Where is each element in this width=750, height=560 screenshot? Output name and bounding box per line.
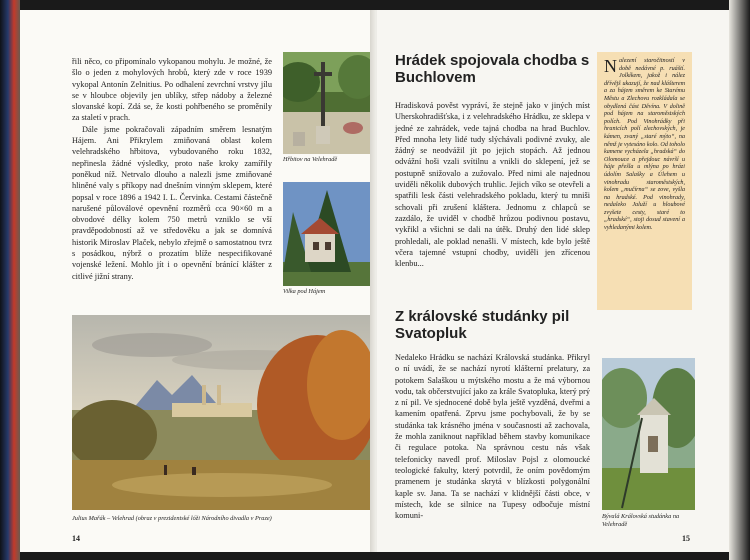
cemetery-caption: Hřbitov na Velehradě bbox=[283, 156, 338, 163]
page-number-left: 14 bbox=[72, 534, 80, 543]
section-studanka-text bbox=[395, 352, 590, 521]
book-edge-left bbox=[0, 0, 20, 560]
painting-caption: Julius Mařák – Velehrad (obraz v prezidentské lóži Národního divadla v Praze) bbox=[72, 515, 272, 522]
villa-caption: Vilka pod Hájem bbox=[283, 288, 326, 295]
right-page bbox=[377, 10, 729, 552]
sidebar-text: alezení staročitností v době nedávné p. ruáští. Jolkíkem, jakož i nález dřívějš ukazují, že nad klášterem a za hájem směrem ke Starému Městu a Zlechovu rozkládala se obydlená část Děvína. V dolině pod hájem na staroměstských polích. Pod Vinohrádky při hranicích polí zlechovských, je kámen, zvaný „staré mýto“, na němž je vytesáno kolo. Od toholo kamene vycházela „hradská“ do Olomouce a přejdouc návrší u háje přešla u mlýna po hrázi údolím Salašky a Úlehem u vinohradu staroměstských, kolem „mučírna“ se zove, vyšla na hradské. Pod vinohrady, nedaleko Jaluží u hloubové zvyšete cesty, staré to „hradské“, stoji dosud stavení a vyhledanými kolem. bbox=[604, 58, 685, 232]
section-hradek-text bbox=[395, 100, 590, 269]
book-edge-right bbox=[729, 0, 750, 560]
left-body-text bbox=[72, 56, 272, 282]
left-paragraph-1: řili něco, co připomínalo vykopanou mohylu. Je možné, že šlo o jeden z mohylových hrobů, který zde v roce 1939 vykopal Antonín Zelnitius. Po odhalení zevrchní vrstvy jílu se v hloubce objevily jen ublíky, střep nádoby a železné slovanské kopí. Zdá se, že kosti pohřbeného se proměnily za staletí v prach. bbox=[72, 57, 272, 123]
page-number-right: 15 bbox=[682, 534, 690, 543]
painting-velehrad bbox=[72, 315, 372, 510]
villa-photo bbox=[283, 182, 371, 286]
sidebar-box bbox=[597, 52, 692, 310]
section-studanka-paragraph: Nedaleko Hrádku se nachází Královská studánka. Přikryl o ní uvádí, že se nachází nyrotí klášterní prelatury, za potokem Salaškou u mýtského mostu a že má výbornou vodu, tak občerstvující jako za krále Svatopluka, který prý z ní pil. Ve sjednocené době byla ještě vyzděná, dveřmi a kamením opatřená. Zprvu jsme pochybovali, že by se studánka tak krásného jména v současnosti až zachovala, že mohla zaniknout například během stavby komunikace či regulace potoka. Na správnou cestu nás však telefonicky navedl prof. Miloslav Pojsl z olomoucké teologické fakulty, který potvrdil, že oním povědomým pramenem je studánka skrytá v blízkosti polygonální kaple sv. Jana. Ta se nachází v klidnější části obce, v místech, kde se silnice na Tupesy odbočuje místní komuni- bbox=[395, 353, 590, 521]
spring-caption: Bývalá Královská studánka na Velehradě bbox=[602, 513, 680, 528]
heading-hradek: Hrádek spojovala chodba s Buchlovem bbox=[395, 52, 590, 86]
spring-photo bbox=[602, 358, 695, 510]
cemetery-photo bbox=[283, 52, 371, 154]
sidebar-dropcap: N bbox=[604, 56, 617, 76]
left-page bbox=[20, 10, 375, 552]
heading-studanka: Z královské studánky pil Svatopluk bbox=[395, 308, 570, 342]
left-paragraph-2: Dále jsme pokračovali západním směrem lesnatým Hájem. Ani Přikrylem zmiňovaná oblast kolem velehradského hřbitova, vybudovaného roku 1832, nepřinesla žádné výsledky, proto naše kroky zamířily poněkud níž. Netrvalo dlouho a nalezli jsme zmiňované hliněné valy s příkopy nad dnešním vinným sklepem, které popsal v roce 1896 a 1942 I. L. Červinka. Cestami částečně narušené půloválové opevnění rozměrů cca 90×60 m a obvodové délky kolem 750 metrů vzniklo se vší pravděpodobností až ve středověku a jak se domnívá historik Miroslav Plaček, nebylo zřejmě o samostatnou tvrz s posádkou, nýbrž o prozatím blíže nespecifikované vojenské ležení. Mohlo jít i o opevnění bránící klášter z citlivé jižní strany. bbox=[72, 124, 272, 281]
section-hradek-paragraph: Hradisková pověst vypráví, že stejně jako v jiných míst Uherskohradišťska, i z velehradského Hrádku, ze sklepa v jedné ze zahrádek, vede tajná chodba na hrad Buchlov. Před mnoha lety lidé tudy slýchávali podivné zvuky, ale žádný se neodvážil jít po jejich stopách. Až jednou odvážní hoši vzali svítilnu a vnikli do sklepení, jež se postupně snižovalo a zužovalo. Před nimi ale najednou uviděli několik dubových truhlic. Jejich víko se otevřeli a spatřili lesk části velehradského pokladu, který tu mniši schovali při zrušení kláštera. Jednomu z chlapců se zazdálo, že uviděl v chodbě hrůzou podivnou postavu, vykřikl a všichni se dali na útěk. Druhý den lidé sklep prohledali, ale poklad nenašli. V místech, kde bylo ještě včera tajemné vstupní chodby, uviděli jen zřícenou klenbu... bbox=[395, 101, 590, 269]
